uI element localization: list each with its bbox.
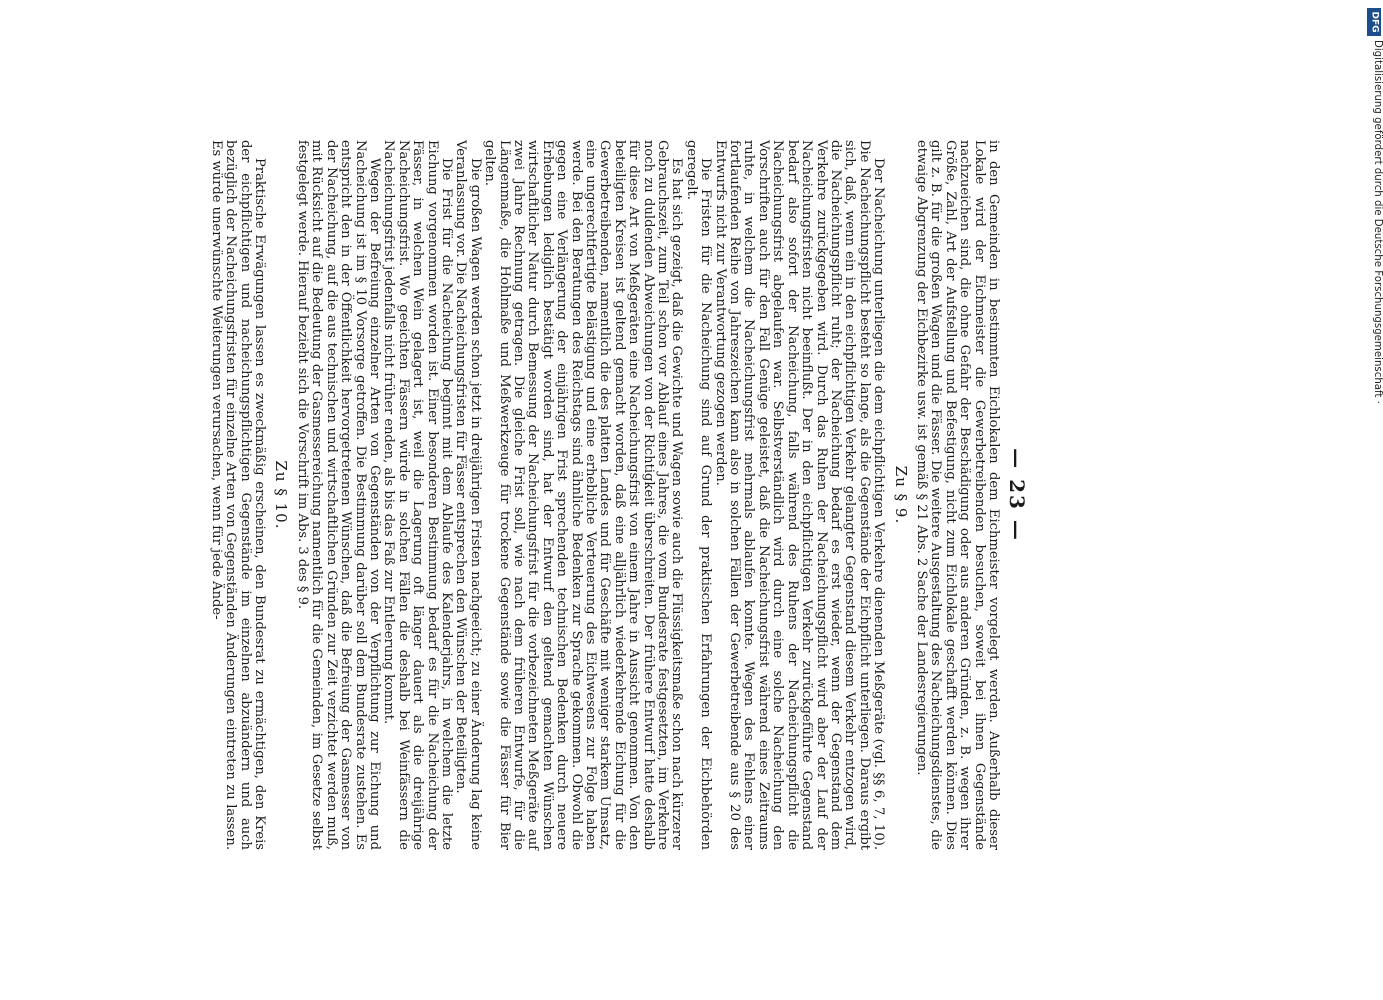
- section-9-paragraph-5: Die Frist für die Nacheichung beginnt mit dem Ablaufe des Kalenderjahrs, in welchem die letzte Eichung vorgenommen worden ist. Einer besonderen Bestimmung bedarf es für die Nacheichung der Fässer, in welchen Wein gelagert ist, weil die Lagerung oft länger dauert als die dreijährige Nacheichungsfrist. Wo geeichten Fässern würde in solchen Fällen die deshalb bei Weinfässern die Nacheichungsfrist jedenfalls nicht früher enden, als bis das Faß zur Entleerung kommt.: [381, 140, 454, 850]
- section-9-paragraph-6: Wegen der Befreiung einzelner Arten von Gegenständen von der Verpflichtung zur Eichung und Nacheichung ist im § 10 Vorsorge getroffen. Die Bestimmung darüber soll dem Bundesrate zustehen. Es entspricht den in der Öffentlichkeit hervorgetretenen Wünschen, daß die Befreiung der Gasmesser von der Nacheichung, auf die aus technischen und wirtschaftlichen Gründen zur Zeit verzichtet werden muß, mit Rücksicht auf die Bedeutung der Gasmessereichung namentlich für die Gemeinden, im Gesetze selbst festgelegt werde. Hierauf bezieht sich die Vorschrift im Abs. 3 des § 9.: [294, 140, 382, 850]
- dfg-logo-text: DFG: [1369, 11, 1380, 33]
- section-9-paragraph-1: Der Nacheichung unterliegen die dem eichpflichtigen Verkehre dienenden Meßgeräte (vgl. §§ 6, 7, 10). Die Nacheichungspflicht besteht so lange, als die Gegenstände der Eichpflicht unterliegen. Daraus ergibt sich, daß, wenn ein in den eichpflichtigen Verkehr gelangter Gegenstand diesem Verkehr entzogen wird, die Nacheichungspflicht ruht; der Nacheichung bedarf es erst wieder, wenn der Gegenstand dem Verkehre zurückgegeben wird. Durch das Ruhen der Nacheichungspflicht wird aber der Lauf der Nacheichungsfristen nicht beeinflußt. Der in den eichpflichtigen Verkehr zurückgeführte Gegenstand bedarf also sofort der Nacheichung, falls während des Ruhens der Nacheichungspflicht die Nacheichungsfrist abgelaufen war. Selbstverständlich wird durch eine solche Nacheichung den Vorschriften auch für den Fall Genüge geleistet, daß die Nacheichungsfrist während eines Zeitraums ruhte, in welchem die Nacheichungsfrist mehrmals ablaufen konnte. Wegen des Fehlens einer fortlaufenden Reihe von Jahreszeichen kann also in solchen Fällen der Gewerbetreibende aus § 20 des Entwurfs nicht zur Verantwortung gezogen werden.: [712, 140, 887, 850]
- section-10-heading: Zu § 10.: [272, 460, 291, 530]
- digitization-credit: Digitalisierung gefördert durch die Deutsche Forschungsgemeinschaft ·: [1372, 40, 1383, 404]
- dfg-logo: [1367, 8, 1381, 36]
- section-9-paragraph-4: Die großen Wagen werden schon jetzt in dreijährigen Fristen nachgeeicht; zu einer Änderung lag keine Veranlassung vor. Die Nacheichungsfristen für Fässer entsprechen den Wünschen der Beteiligten.: [453, 140, 483, 850]
- intro-paragraph: in den Gemeinden in bestimmten Eichlokalen dem Eichmeister vorgelegt werden. Außerhalb dieser Lokale wird der Eichmeister die Gewerbetreibenden besuchen, soweit bei ihnen Gegenstände nachzueichen sind, die ohne Gefahr der Beschädigung oder aus anderen Gründen, z. B. wegen ihrer Größe, Zahl, Art der Aufstellung und Befestigung, nicht zum Eichlokale geschafft werden können. Dies gilt z. B. für die großen Wagen und die Fässer. Die weitere Ausgestaltung des Nacheichungsdienstes, die etwaige Abgrenzung der Eichbezirke usw. ist gemäß § 21 Abs. 2 Sache der Landesregierungen.: [913, 140, 1001, 850]
- page-number: — 23 —: [1005, 448, 1029, 542]
- section-9-heading: Zu § 9.: [891, 465, 910, 525]
- section-10-paragraph-1: Praktische Erwägungen lassen es zweckmäßig erscheinen, den Bundesrat zu ermächtigen, den Kreis der eichpflichtigen und nacheichungspflichtigen Gegenstände im einzelnen abzuändern und auch bezüglich der Nacheichungsfristen für einzelne Arten von Gegenständen Änderungen eintreten zu lassen. Es würde unerwünschte Weiterungen verursachen, wenn für jede Ände-: [208, 140, 268, 850]
- document-page: [120, 140, 1029, 850]
- text-column: [208, 140, 1000, 850]
- section-9-paragraph-2: Die Fristen für die Nacheichung sind auf Grund der praktischen Erfahrungen der Eichbehörden geregelt.: [683, 140, 714, 850]
- section-9-paragraph-3: Es hat sich gezeigt, daß die Gewichte und Wagen sowie auch die Flüssigkeitsmaße schon nach kürzerer Gebrauchszeit, zum Teil schon vor Ablauf eines Jahres, die vom Bundesrate festgesetzten, im Verkehre noch zu duldenden Abweichungen von der Richtigkeit überschreiten. Der frühere Entwurf hatte deshalb für diese Art von Meßgeräten eine Nacheichungsfrist von einem Jahre in Aussicht genommen. Von den beteiligten Kreisen ist geltend gemacht worden, daß eine alljährlich wiederkehrende Eichung für die Gewerbetreibenden, namentlich die des platten Landes und für Geschäfte mit weniger starkem Umsatz, eine ungerechtfertigte Belästigung und eine erhebliche Verteuerung des Eichwesens zur Folge haben werde. Bei den Beratungen des Reichstags sind ähnliche Bedenken zur Sprache gekommen. Obwohl die gegen eine Verlängerung der einjährigen Frist sprechenden technischen Bedenken durch neuere Erhebungen lediglich bestätigt worden sind, hat der Entwurf den geltend gemachten Wünschen wirtschaftlicher Natur durch Bemessung der Nacheichungsfrist für die vorbezeichneten Meßgeräte auf zwei Jahre Rechnung getragen. Die gleiche Frist soll, wie nach dem früheren Entwurfe, für die Längenmaße, die Hohlmaße und Meßwerkzeuge für trockene Gegenstände sowie die Fässer für Bier gelten.: [482, 140, 685, 850]
